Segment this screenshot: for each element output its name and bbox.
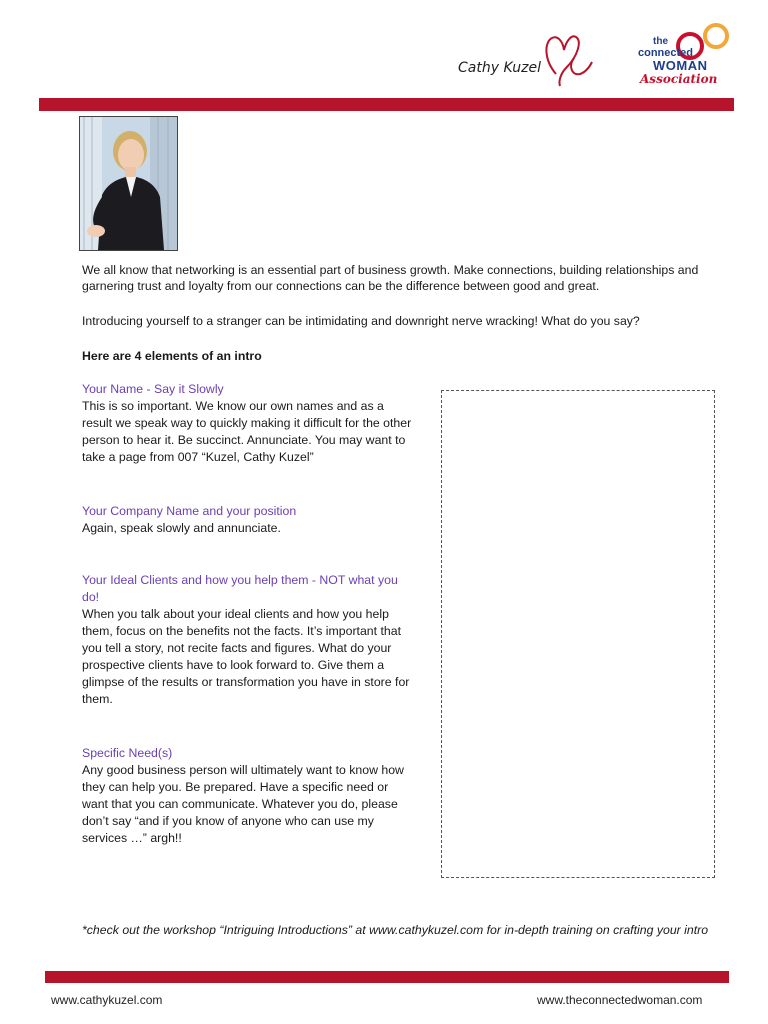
assoc-logo-line-4: Association: [640, 72, 718, 86]
section-body: This is so important. We know our own names and as a result we speak way to quickly making it difficult for the other person to hear it. Be succinct. Annunciate. You may want to take a page from 007 “Kuzel, Cathy Kuzel”: [82, 399, 412, 464]
section-body: Any good business person will ultimately want to know how they can help you. Be prepared. Have a specific need or want that you can communicate. Whatever you do, please don’t say “and if you know of anyone who can use my services …” argh!!: [82, 763, 404, 845]
section-body: When you talk about your ideal clients and how you help them, focus on the benefits not the facts. It’s important that you tell a story, not recite facts and figures. What do your prospective clients have to look forward to. Give them a glimpse of the results or transformation you have in store for them.: [82, 607, 410, 706]
section-title: Specific Need(s): [82, 746, 173, 760]
elements-heading: Here are 4 elements of an intro: [82, 349, 262, 363]
assoc-logo-line-1: the: [653, 36, 668, 47]
section-title: Your Company Name and your position: [82, 504, 297, 518]
section-your-name: [82, 381, 412, 466]
intro-paragraph-1: We all know that networking is an essential part of business growth. Make connections, building relationships and garnering trust and loyalty from our connections can be the difference between good and great.: [82, 263, 699, 293]
header-rule: [39, 98, 734, 111]
footer-rule: [45, 971, 729, 983]
section-body: Again, speak slowly and annunciate.: [82, 521, 281, 535]
notes-box: [441, 390, 715, 878]
intro-paragraph-2: Introducing yourself to a stranger can be intimidating and downright nerve wracking! What do you say?: [82, 314, 640, 328]
assoc-logo-line-3: WOMAN: [653, 58, 708, 73]
assoc-logo-line-2: connected: [638, 47, 694, 59]
heart-signature-logo: [538, 28, 596, 88]
section-ideal-clients: [82, 572, 412, 708]
section-title: Your Name - Say it Slowly: [82, 382, 224, 396]
businesswoman-photo: [79, 116, 178, 251]
workshop-footnote: *check out the workshop “Intriguing Introductions” at www.cathykuzel.com for in-depth training on crafting your intro: [82, 923, 709, 937]
brand-name: Cathy Kuzel: [458, 60, 541, 76]
footer-link-connectedwoman[interactable]: www.theconnectedwoman.com: [537, 993, 703, 1007]
section-title: Your Ideal Clients and how you help them - NOT what you do!: [82, 573, 398, 604]
footer-link-cathykuzel[interactable]: www.cathykuzel.com: [51, 993, 163, 1007]
section-specific-needs: [82, 745, 412, 847]
section-company-name: [82, 503, 412, 537]
